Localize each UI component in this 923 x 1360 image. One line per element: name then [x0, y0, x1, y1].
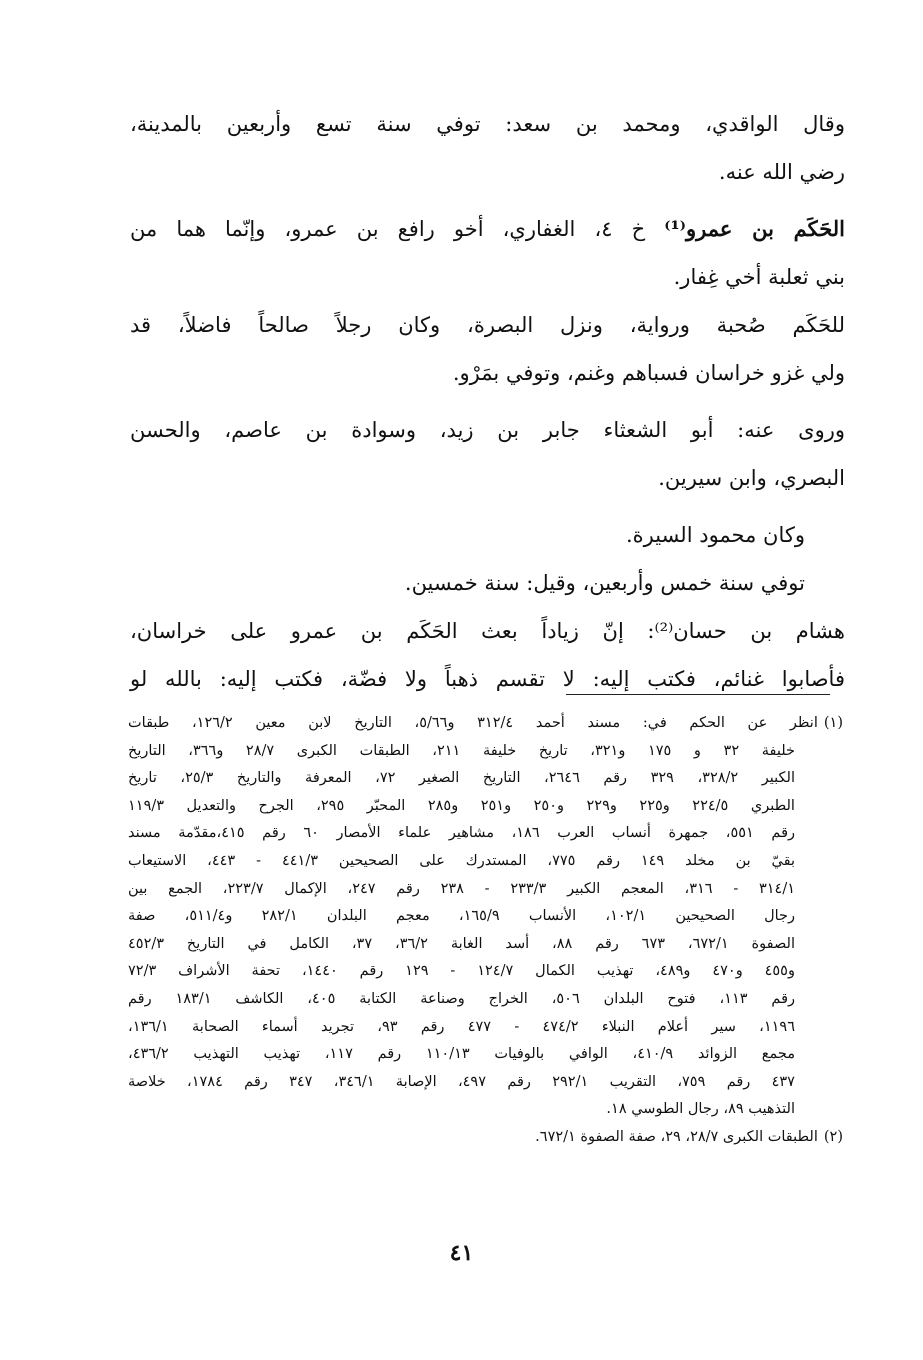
footnote-1-line: خليفة ٣٢ و ١٧٥ و٣٢١، تاريخ خليفة ٢١١، الطبقات الكبرى ٢٨/٧ و٣٦٦، التاريخ [128, 742, 795, 759]
footnote-1-line: مجمع الزوائد ٤١٠/٩، الوافي بالوفيات ١١٠/١٣ رقم ١١٧، تهذيب التهذيب ٤٣٦/٢، [128, 1046, 795, 1063]
page-number: ٤١ [449, 1240, 474, 1266]
footnote-1-line: رجال الصحيحين ١٠٢/١، الأنساب ١٦٥/٩، معجم البلدان ٢٨٢/١ و٥١١/٤، صفة [128, 908, 795, 925]
footnote-1-line: ٣١٤/١ - ٣١٦، المعجم الكبير ٢٣٣/٣ - ٢٣٨ رقم ٢٤٧، الإكمال ٢٢٣/٧، الجمع بين [128, 880, 795, 897]
body-line: للحَكَم صُحبة ورواية، ونزل البصرة، وكان رجلاً صالحاً فاضلاً، قد [130, 313, 845, 337]
entry-name: الحَكَم بن عمرو⁽¹⁾ [664, 216, 845, 241]
body-line: وكان محمود السيرة. [625, 523, 805, 547]
body-line: وقال الواقدي، ومحمد بن سعد: توفي سنة تسع وأربعين بالمدينة، [130, 112, 845, 136]
footnote-1-line: الصفوة ٦٧٢/١، ٦٧٣ رقم ٨٨، أسد الغابة ٣٦/٢، ٣٧، الكامل في التاريخ ٤٥٢/٣ [128, 935, 795, 952]
footnote-1-line: التذهيب ٨٩، رجال الطوسي ١٨. [606, 1101, 795, 1118]
body-line: فأصابوا غنائم، فكتب إليه: لا تقسم ذهباً ولا فضّة، فكتب إليه: بالله لو [130, 667, 845, 691]
body-line: البصري، وابن سيرين. [658, 466, 845, 490]
footnote-2-text: الطبقات الكبرى ٢٨/٧، ٢٩، صفة الصفوة ٦٧٢/١. [535, 1128, 818, 1145]
footnote-separator [566, 694, 830, 695]
body-line: ولي غزو خراسان فسباهم وغنم، وتوفي بمَرْو. [452, 361, 845, 385]
footnote-1-line: رقم ٥٥١، جمهرة أنساب العرب ١٨٦، مشاهير علماء الأمصار ٦٠ رقم ٤١٥،مقدّمة مسند [128, 825, 796, 842]
footnote-1-line: ٤٣٧ رقم ٧٥٩، التقريب ٢٩٢/١ رقم ٤٩٧، الإصابة ٣٤٦/١، ٣٤٧ رقم ١٧٨٤، خلاصة [128, 1073, 795, 1090]
body-line: رضي الله عنه. [718, 160, 845, 184]
footnote-1-line: ١١٩٦، سير أعلام النبلاء ٤٧٤/٢ - ٤٧٧ رقم ٩٣، تجريد أسماء الصحابة ١٣٦/١، [128, 1018, 795, 1035]
footnote-2-number: (٢) [823, 1128, 843, 1145]
footnote-1-line: الكبير ٣٢٨/٢، ٣٢٩ رقم ٢٦٤٦، التاريخ الصغير ٧٢، المعرفة والتاريخ ٢٥/٣، تاريخ [128, 770, 795, 787]
footnote-1-line [128, 710, 843, 738]
footnote-1-line: الطبري ٢٢٤/٥ و٢٢٥ و٢٢٩ و٢٥٠ و٢٥١ و٢٨٥ المحبّر ٢٩٥، الجرح والتعديل ١١٩/٣ [128, 797, 795, 814]
main-text [130, 100, 845, 703]
footnote-1-line: و٤٥٥ و٤٧٠ و٤٨٩، تهذيب الكمال ١٢٤/٧ - ١٢٩ رقم ١٤٤٠، تحفة الأشراف ٧٢/٣ [128, 963, 795, 980]
body-line: توفي سنة خمس وأربعين، وقيل: سنة خمسين. [404, 571, 805, 595]
footnote-1-number: (١) [823, 715, 843, 731]
footnote-1-text: انظر عن الحكم في: مسند أحمد ٣١٢/٤ و٥/٦٦، التاريخ لابن معين ١٢٦/٢، طبقات [128, 715, 818, 731]
entry-heading-line: الحَكَم بن عمرو⁽¹⁾ خ ٤، الغفاري، أخو رافع بن عمرو، وإنّما هما من [130, 216, 845, 241]
body-line: بني ثعلبة أخي غِفار. [673, 265, 845, 289]
footnotes [128, 710, 843, 1152]
footnote-1-line: بقيّ بن مخلد ١٤٩ رقم ٧٧٥، المستدرك على الصحيحين ٤٤١/٣ - ٤٤٣، الاستيعاب [128, 852, 795, 869]
footnote-1-line: رقم ١١٣، فتوح البلدان ٥٠٦، الخراج وصناعة الكتابة ٤٠٥، الكاشف ١٨٣/١ رقم [128, 990, 795, 1007]
footnote-2-line [128, 1124, 843, 1152]
body-line: هشام بن حسان⁽²⁾: إنّ زياداً بعث الحَكَم بن عمرو على خراسان، [130, 619, 845, 643]
body-line: وروى عنه: أبو الشعثاء جابر بن زيد، وسوادة بن عاصم، والحسن [130, 418, 845, 442]
